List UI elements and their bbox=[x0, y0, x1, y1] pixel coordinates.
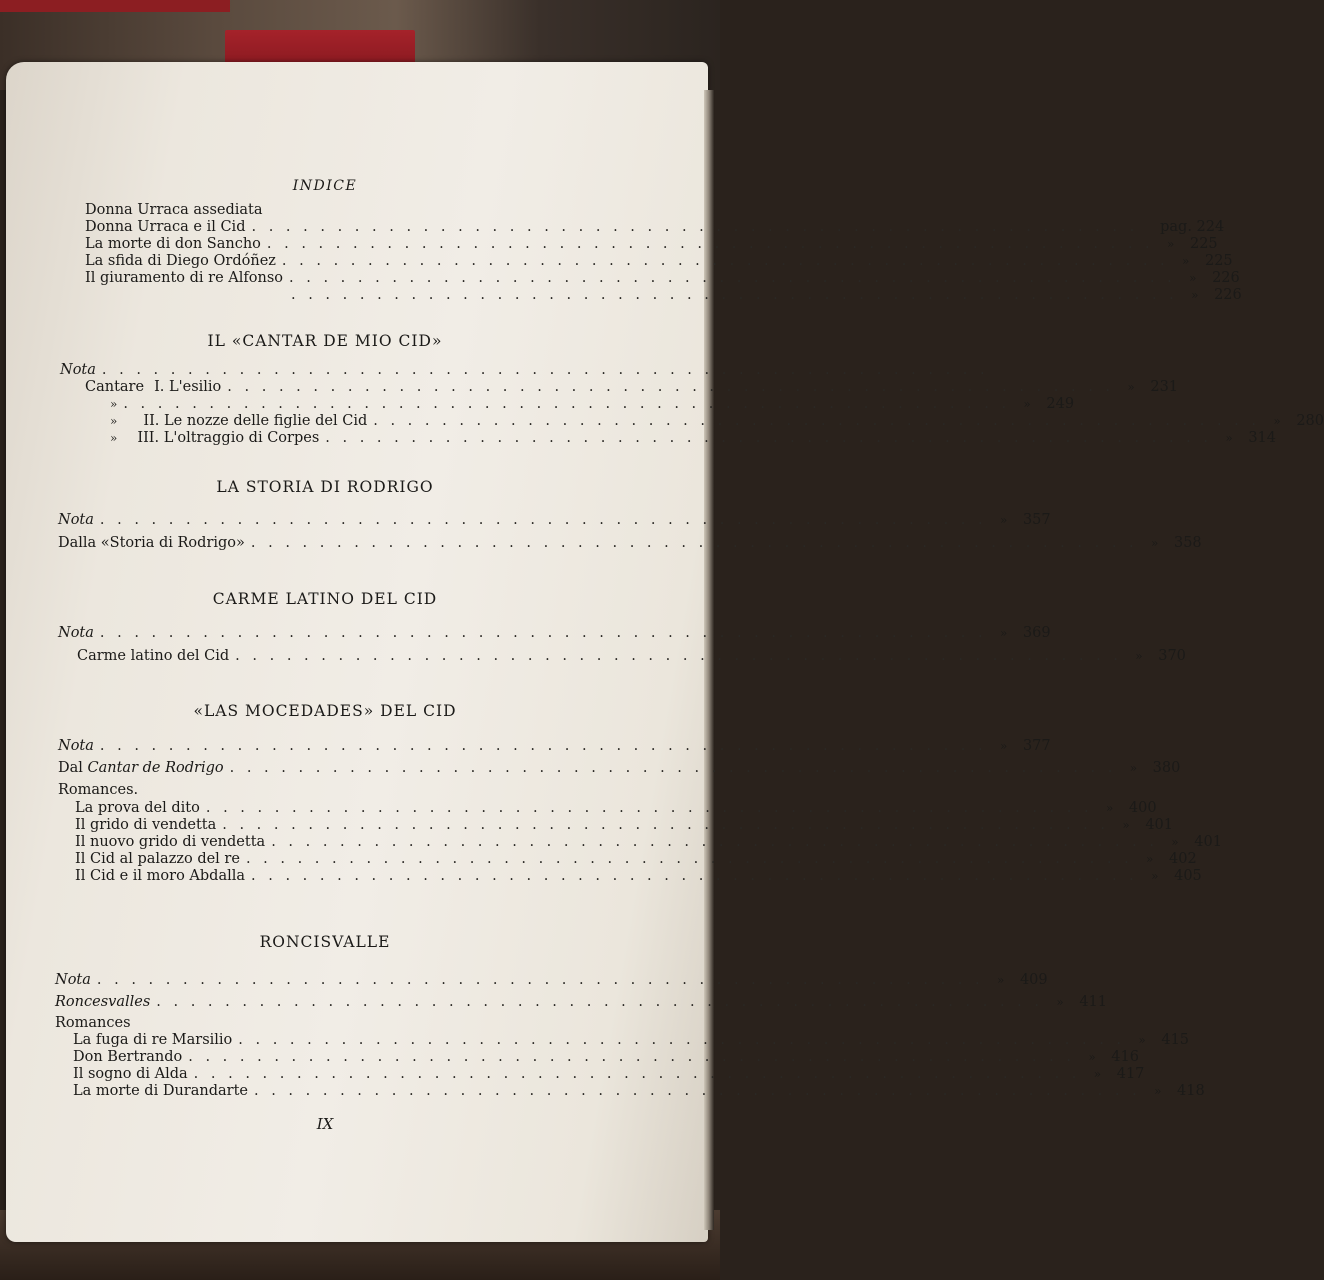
entry-label: Il sogno di Alda bbox=[73, 1066, 188, 1082]
entry-label: Il giuramento di re Alfonso bbox=[85, 270, 284, 286]
entry-label: Il nuovo grido di vendetta bbox=[75, 834, 266, 850]
ditto-mark: » bbox=[999, 626, 1008, 640]
entry-page: 377 bbox=[1022, 738, 1051, 754]
dot-leader: . . . . . . . . . . . . . . . . . . . . . . . . . . . . . . . . . . . . . . . . . . . . . . . . . . . . bbox=[250, 535, 1138, 551]
ditto-mark: » bbox=[1093, 1067, 1102, 1081]
entry-label: Donna Urraca assediata bbox=[85, 202, 263, 218]
ditto-mark: » bbox=[1154, 1084, 1162, 1098]
entry-page: 380 bbox=[1152, 760, 1181, 776]
nota-label: Nota bbox=[58, 625, 94, 641]
ditto-mark: » bbox=[110, 431, 118, 445]
dot-leader: . . . . . . . . . . . . . . . . . . . . . . . . . . . . . . . . . . . . . . . . . . . . . . . . . . . . bbox=[291, 287, 1178, 303]
dot-leader: . . . . . . . . . . . . . . . . . . . . . . . . . . . . . . . . . . . . . . . . . . . . . . . . . . . . bbox=[205, 800, 1093, 816]
entry-page: 226 bbox=[1212, 270, 1240, 286]
entry-page: 225 bbox=[1189, 236, 1218, 252]
entry-label: La sfida di Diego Ordóñez bbox=[85, 253, 276, 269]
running-header: INDICE bbox=[292, 178, 358, 194]
entry-page: 409 bbox=[1019, 972, 1048, 988]
index-entry bbox=[85, 270, 1240, 287]
entry-page: 357 bbox=[1022, 512, 1051, 528]
index-entry bbox=[110, 396, 1075, 413]
dot-leader: . . . . . . . . . . . . . . . . . . . . . . . . . . . . . . . . . . . . . . . . . . . . . . . . . . . . bbox=[289, 270, 1176, 286]
ditto-mark: » bbox=[1166, 237, 1175, 251]
ditto-mark: » bbox=[1151, 869, 1159, 883]
ditto-mark: » bbox=[1135, 649, 1143, 663]
entry-page: 411 bbox=[1079, 994, 1108, 1010]
ditto-mark: » bbox=[999, 739, 1008, 753]
entry-label: Il Cid al palazzo del re bbox=[75, 851, 240, 867]
entry-page: 314 bbox=[1248, 430, 1277, 446]
nota-label: Nota bbox=[60, 362, 96, 378]
page-number: IX bbox=[316, 1115, 334, 1133]
section-title-carme: CARME LATINO DEL CID bbox=[212, 590, 438, 608]
entry-page: 416 bbox=[1111, 1049, 1139, 1065]
index-entry bbox=[55, 994, 1108, 1011]
nota-label: Nota bbox=[58, 738, 94, 754]
dot-leader: . . . . . . . . . . . . . . . . . . . . . . . . . . . . . . . . . . . . . . . . . . . . . . . . . . . . bbox=[222, 817, 1109, 833]
dot-leader: . . . . . . . . . . . . . . . . . . . . . . . . . . . . . . . . . . . . . . . . . . . . . . . . . . . . bbox=[251, 219, 1139, 235]
nota-entry bbox=[58, 625, 1051, 642]
nota-entry bbox=[55, 972, 1048, 989]
romances-heading: Romances bbox=[55, 1015, 131, 1031]
dot-leader: . . . . . . . . . . . . . . . . . . . . . . . . . . . . . . . . . . . . . . . . . . . . . . . . . . . . bbox=[253, 1083, 1141, 1099]
ditto-mark: » bbox=[110, 414, 118, 428]
entry-label: Donna Urraca e il Cid bbox=[85, 219, 246, 235]
dot-leader: . . . . . . . . . . . . . . . . . . . . . . . . . . . . . . . . . . . . . . . . . . . . . . . . . . . . bbox=[123, 396, 1011, 412]
entry-label: Il grido di vendetta bbox=[75, 817, 217, 833]
ditto-mark: » bbox=[1189, 271, 1197, 285]
entry-page: 402 bbox=[1169, 851, 1197, 867]
entry-page: 249 bbox=[1046, 396, 1075, 412]
entry-page: 418 bbox=[1177, 1083, 1205, 1099]
list-item bbox=[75, 817, 1173, 834]
dot-leader: . . . . . . . . . . . . . . . . . . . . . . . . . . . . . . . . . . . . . . . . . . . . . . . . . . . . bbox=[96, 972, 984, 988]
entry-page: 280 bbox=[1296, 413, 1324, 429]
entry-page: 358 bbox=[1173, 535, 1202, 551]
ditto-mark: » bbox=[1056, 995, 1064, 1009]
dot-leader: . . . . . . . . . . . . . . . . . . . . . . . . . . . . . . . . . . . . . . . . . . . . . . . . . . . . bbox=[266, 236, 1154, 252]
section-title-roncisvalle: RONCISVALLE bbox=[259, 933, 391, 951]
ditto-mark: » bbox=[999, 513, 1008, 527]
entry-label: La morte di don Sancho bbox=[85, 236, 261, 252]
entry-page: 405 bbox=[1174, 868, 1202, 884]
nota-label: Nota bbox=[58, 512, 94, 528]
index-entry bbox=[85, 253, 1233, 270]
ditto-mark: » bbox=[1273, 414, 1281, 428]
list-item bbox=[73, 1066, 1145, 1083]
entry-page: 369 bbox=[1022, 625, 1051, 641]
entry-page: 417 bbox=[1116, 1066, 1145, 1082]
entry-page: 226 bbox=[1214, 287, 1242, 303]
entry-label: Il Cid e il moro Abdalla bbox=[75, 868, 246, 884]
entry-page: 225 bbox=[1204, 253, 1233, 269]
dot-leader: . . . . . . . . . . . . . . . . . . . . . . . . . . . . . . . . . . . . . . . . . . . . . . . . . . . . bbox=[238, 1032, 1126, 1048]
list-item bbox=[73, 1032, 1190, 1049]
index-entry bbox=[77, 648, 1186, 665]
nota-entry bbox=[60, 362, 989, 379]
ditto-mark: » bbox=[110, 397, 118, 411]
section-title-mocedades: «LAS MOCEDADES» DEL CID bbox=[193, 702, 457, 720]
index-entry bbox=[110, 430, 1277, 447]
entry-label: La prova del dito bbox=[75, 800, 200, 816]
entry-page: 401 bbox=[1194, 834, 1222, 850]
nota-label: Nota bbox=[55, 972, 91, 988]
entry-label: La morte di Durandarte bbox=[73, 1083, 248, 1099]
entry-page: pag. 224 bbox=[1160, 219, 1225, 235]
list-item bbox=[75, 834, 1222, 851]
dot-leader: . . . . . . . . . . . . . . . . . . . . . . . . . . . . . . . . . . . . . . . . . . . . . . . . . . . . bbox=[229, 760, 1117, 776]
entry-label: Dalla «Storia di Rodrigo» bbox=[58, 535, 245, 551]
romances-heading: Romances. bbox=[58, 782, 139, 798]
entry-label: Don Bertrando bbox=[73, 1049, 183, 1065]
nota-entry bbox=[58, 512, 1051, 529]
section-title-storia: LA STORIA DI RODRIGO bbox=[216, 478, 434, 496]
dot-leader: . . . . . . . . . . . . . . . . . . . . . . . . . . . . . . . . . . . . . . . . . . . . . . . . . . . . bbox=[227, 379, 1115, 395]
ditto-mark: » bbox=[1088, 1050, 1096, 1064]
index-entry bbox=[85, 219, 1225, 236]
dot-leader: . . . . . . . . . . . . . . . . . . . . . . . . . . . . . . . . . . . . . . . . . . . . . . . . . . . . bbox=[235, 648, 1122, 664]
dot-leader: . . . . . . . . . . . . . . . . . . . . . . . . . . . . . . . . . . . . . . . . . . . . . . . . . . . . bbox=[281, 253, 1169, 269]
ditto-mark: » bbox=[1138, 1033, 1146, 1047]
index-entry bbox=[58, 535, 1202, 552]
index-entry bbox=[85, 379, 1179, 396]
entry-label: Cantar de Rodrigo bbox=[87, 760, 224, 776]
red-book-spine-top bbox=[0, 0, 230, 12]
dot-leader: . . . . . . . . . . . . . . . . . . . . . . . . . . . . . . . . . . . . . . . . . . . . . . . . . . . . bbox=[271, 834, 1158, 850]
dot-leader: . . . . . . . . . . . . . . . . . . . . . . . . . . . . . . . . . . . . . . . . . . . . . . . . . . . . bbox=[156, 994, 1044, 1010]
ditto-mark: » bbox=[1225, 431, 1233, 445]
index-entry bbox=[58, 760, 1181, 777]
dot-leader: . . . . . . . . . . . . . . . . . . . . . . . . . . . . . . . . . . . . . . . . . . . . . . . . . . . . bbox=[99, 625, 987, 641]
entry-page: 231 bbox=[1150, 379, 1179, 395]
ditto-mark: » bbox=[1146, 852, 1154, 866]
dot-leader: . . . . . . . . . . . . . . . . . . . . . . . . . . . . . . . . . . . . . . . . . . . . . . . . . . . . bbox=[373, 413, 1260, 429]
ditto-mark: » bbox=[1150, 536, 1159, 550]
dot-leader: . . . . . . . . . . . . . . . . . . . . . . . . . . . . . . . . . . . . . . . . . . . . . . . . . . . . bbox=[245, 851, 1133, 867]
ditto-mark: » bbox=[1122, 818, 1130, 832]
entry-prefix: Cantare bbox=[85, 379, 145, 395]
ditto-mark: » bbox=[1182, 254, 1190, 268]
list-item bbox=[75, 868, 1202, 885]
entry-label: III. L'oltraggio di Corpes bbox=[137, 430, 320, 446]
ditto-mark: » bbox=[1023, 397, 1031, 411]
dot-leader: . . . . . . . . . . . . . . . . . . . . . . . . . . . . . . . . . . . . . . . . . . . . . . . . . . . . bbox=[99, 512, 987, 528]
index-entry bbox=[85, 236, 1218, 253]
list-item bbox=[73, 1083, 1205, 1100]
dot-leader: . . . . . . . . . . . . . . . . . . . . . . . . . . . . . . . . . . . . . . . . . . . . . . . . . . . . bbox=[193, 1066, 1081, 1082]
ditto-mark: » bbox=[1171, 835, 1179, 849]
list-item bbox=[73, 1049, 1139, 1066]
ditto-mark: » bbox=[1191, 288, 1199, 302]
dot-leader: . . . . . . . . . . . . . . . . . . . . . . . . . . . . . . . . . . . . . . . . . . . . . . . . . . . . bbox=[325, 430, 1213, 446]
list-item bbox=[75, 800, 1157, 817]
dot-leader: . . . . . . . . . . . . . . . . . . . . . . . . . . . . . . . . . . . . . . . . . . . . . . . . . . . . bbox=[99, 738, 987, 754]
ditto-mark: » bbox=[1105, 801, 1114, 815]
entry-page: 400 bbox=[1128, 800, 1157, 816]
entry-page: 370 bbox=[1158, 648, 1186, 664]
entry-label: II. Le nozze delle figlie del Cid bbox=[143, 413, 368, 429]
entry-prefix: Dal bbox=[58, 760, 88, 776]
section-title-cantar: IL «CANTAR DE MIO CID» bbox=[207, 332, 443, 350]
index-entry bbox=[285, 287, 1242, 304]
entry-page: 401 bbox=[1145, 817, 1173, 833]
dot-leader: . . . . . . . . . . . . . . . . . . . . . . . . . . . . . . . . . . . . . . . . . . . . . . . . . . . . bbox=[188, 1049, 1075, 1065]
list-item bbox=[75, 851, 1197, 868]
nota-entry bbox=[58, 738, 1051, 755]
index-entry bbox=[110, 413, 1324, 430]
entry-label: Carme latino del Cid bbox=[77, 648, 230, 664]
ditto-mark: » bbox=[1129, 761, 1138, 775]
entry-label: I. L'esilio bbox=[154, 379, 222, 395]
index-entry bbox=[85, 202, 263, 219]
dot-leader: . . . . . . . . . . . . . . . . . . . . . . . . . . . . . . . . . . . . . . . . . . . . . . . . . . . . bbox=[101, 362, 989, 378]
dot-leader: . . . . . . . . . . . . . . . . . . . . . . . . . . . . . . . . . . . . . . . . . . . . . . . . . . . . bbox=[251, 868, 1138, 884]
ditto-mark: » bbox=[996, 973, 1005, 987]
entry-page: 415 bbox=[1161, 1032, 1190, 1048]
entry-label: La fuga di re Marsilio bbox=[73, 1032, 233, 1048]
entry-label: Roncesvalles bbox=[55, 994, 151, 1010]
ditto-mark: » bbox=[1127, 380, 1135, 394]
